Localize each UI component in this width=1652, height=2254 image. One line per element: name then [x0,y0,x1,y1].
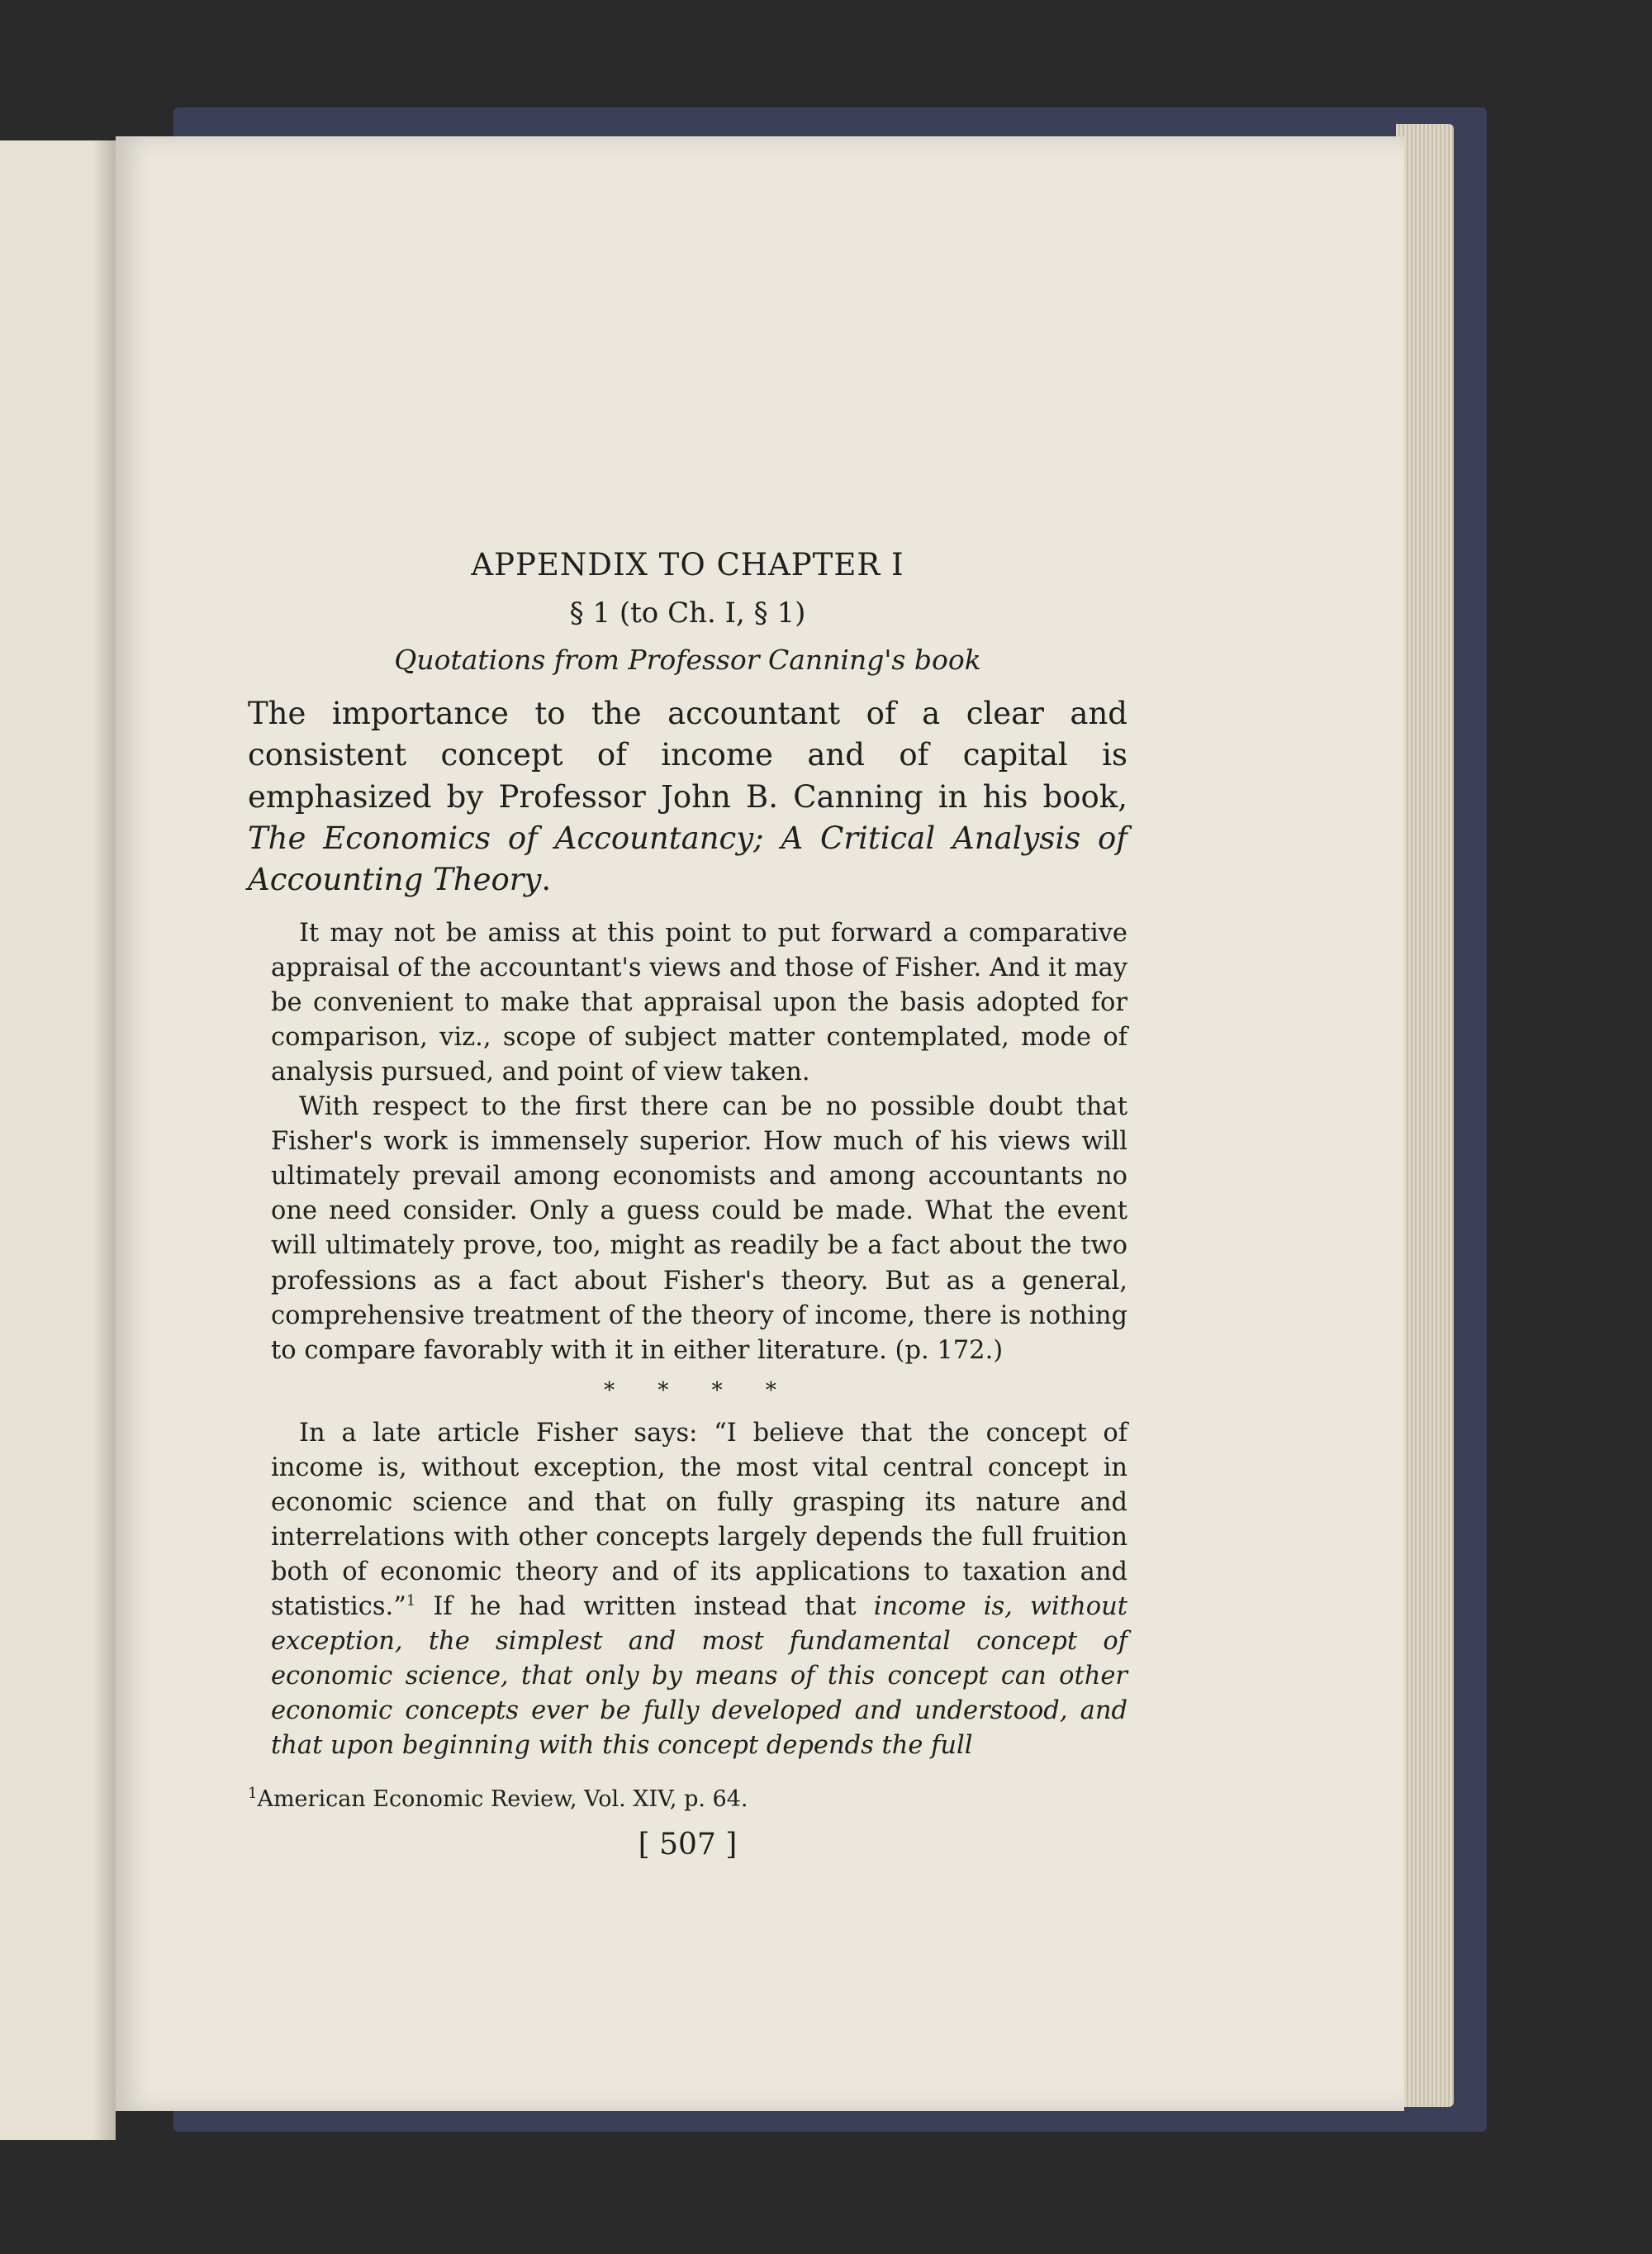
footnote [248,1785,1127,1814]
footnote-mark: 1 [248,1785,258,1803]
page-number: [ 507 ] [638,1827,738,1862]
appendix-heading: APPENDIX TO CHAPTER I [471,547,904,583]
quote1-paragraph-2 [271,1090,1127,1368]
lead-end: . [541,862,552,898]
lead-text: The importance to the accountant of a clear and consistent concept of income and of capital is emphasized by Professor John B. Canning in his book, [248,696,1127,815]
quote2-after: If he had written instead that [415,1592,874,1622]
footnote-marker: 1 [406,1591,416,1610]
quote2-text: In a late article Fisher says: “I believe that the concept of income is, without exception, the most vital central concept in economic science and that on fully grasping its nature and interrelations with other concepts largely depends the full fruition both of economic theory and of its applications to taxation and statistics.” [271,1418,1127,1622]
book-title: The Economics of Accountancy; A Critical Analysis of Accounting Theory [248,820,1127,898]
block-quote-1 [271,916,1127,1764]
section-separator: * * * * [604,1377,795,1403]
footnote-text: American Economic Review, Vol. XIV, p. 64. [257,1786,748,1813]
quote2-italic: income is, without exception, the simplest and most fundamental concept of economic science, that only by means of this concept can other economic concepts ever be fully developed and understood, and that upon beginning with this concept depends the full [271,1592,1127,1761]
section-reference: § 1 (to Ch. I, § 1) [569,597,806,630]
page-edges [1396,124,1454,2107]
quote1-paragraph-1: It may not be amiss at this point to put forward a comparative appraisal of the accountant's views and those of Fisher. And it may be convenient to make that appraisal upon the basis adopted for comparison, viz., scope of subject matter contemplated, mode of analysis pursued, and point of view taken. [271,918,1127,1087]
page-text-block [248,545,1127,1862]
quote1-page-ref: (p. 172.) [895,1335,1004,1365]
gutter-shadow [93,140,116,2140]
section-subtitle: Quotations from Professor Canning's book [394,644,981,677]
lead-paragraph [248,693,1127,901]
quote1-paragraph-2-text: With respect to the first there can be no possible doubt that Fisher's work is immensely superior. How much of his views will ultimately prevail among economists and among accountants no one need consider. Only a guess could be made. What the event will ultimately prove, too, might as readily be a fact about the two professions as a fact about Fisher's theory. But as a general, comprehensive treatment of the theory of income, there is nothing to compare favorably with it in either literature. [271,1092,1127,1365]
quote2-paragraph [271,1416,1127,1764]
